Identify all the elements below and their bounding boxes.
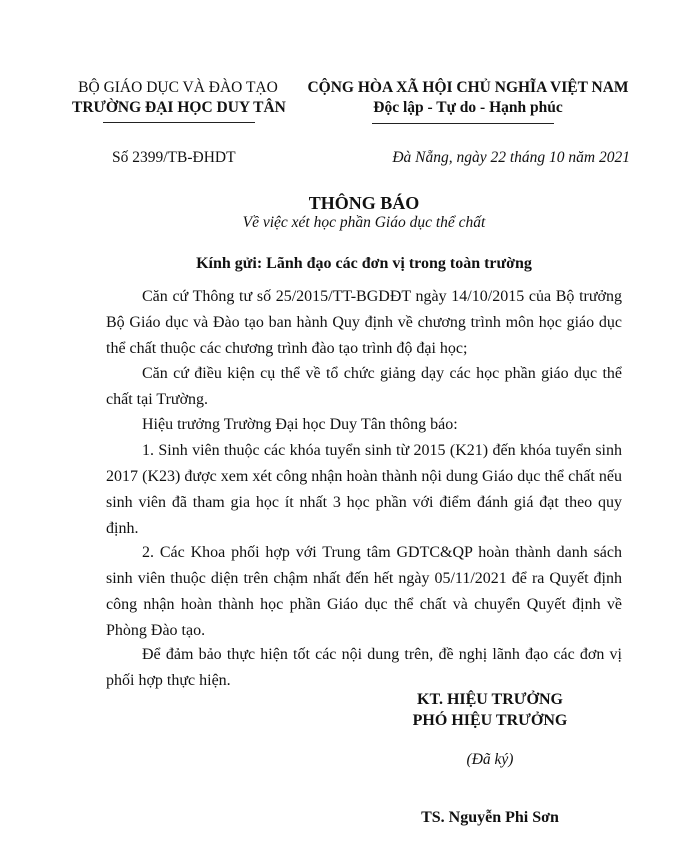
school-name: TRƯỜNG ĐẠI HỌC DUY TÂN (72, 99, 286, 116)
header-right-divider (372, 123, 554, 124)
country-name: CỘNG HÒA XÃ HỘI CHỦ NGHĨA VIỆT NAM (307, 79, 629, 96)
signature-title: PHÓ HIỆU TRƯỞNG (412, 712, 568, 729)
signed-note: (Đã ký) (466, 751, 514, 768)
header-left-divider (103, 122, 255, 123)
document-number: Số 2399/TB-ĐHDT (112, 149, 236, 166)
body-paragraph-legal-basis-1: Căn cứ Thông tư số 25/2015/TT-BGDĐT ngày 14/10/2015 của Bộ trưởng Bộ Giáo dục và Đào tạo ban hành Quy định về chương trình môn học giáo dục thể chất thuộc các chương trình đào tạo trình độ đại học; (106, 288, 622, 357)
body-paragraph-item-2: 2. Các Khoa phối hợp với Trung tâm GDTC&QP hoàn thành danh sách sinh viên thuộc diện trên chậm nhất đến hết ngày 05/11/2021 để ra Quyết định công nhận hoàn thành học phần Giáo dục thể chất và chuyển Quyết định về Phòng Đào tạo. (106, 544, 622, 639)
place-and-date: Đà Nẵng, ngày 22 tháng 10 năm 2021 (392, 149, 630, 166)
national-motto: Độc lập - Tự do - Hạnh phúc (373, 99, 563, 116)
body-paragraph-item-1: 1. Sinh viên thuộc các khóa tuyển sinh từ 2015 (K21) đến khóa tuyển sinh 2017 (K23) được xem xét công nhận hoàn thành nội dung Giáo dục thể chất nếu sinh viên đã tham gia học ít nhất 3 học phần với điểm đánh giá đạt theo quy định. (106, 442, 622, 537)
document-title: THÔNG BÁO (308, 193, 420, 213)
recipient-line: Kính gửi: Lãnh đạo các đơn vị trong toàn trường (196, 255, 532, 272)
signer-name: TS. Nguyễn Phi Sơn (421, 809, 559, 826)
ministry-name: BỘ GIÁO DỤC VÀ ĐÀO TẠO (78, 79, 278, 96)
signature-authority: KT. HIỆU TRƯỞNG (417, 691, 563, 708)
body-paragraph-announcement-intro: Hiệu trưởng Trường Đại học Duy Tân thông báo: (142, 416, 458, 433)
body-paragraph-legal-basis-2: Căn cứ điều kiện cụ thể về tổ chức giảng dạy các học phần giáo dục thể chất tại Trường. (106, 365, 622, 408)
body-paragraph-closing: Để đảm bảo thực hiện tốt các nội dung trên, đề nghị lãnh đạo các đơn vị phối hợp thực hiện. (106, 646, 622, 689)
document-subtitle: Về việc xét học phần Giáo dục thể chất (242, 214, 486, 231)
